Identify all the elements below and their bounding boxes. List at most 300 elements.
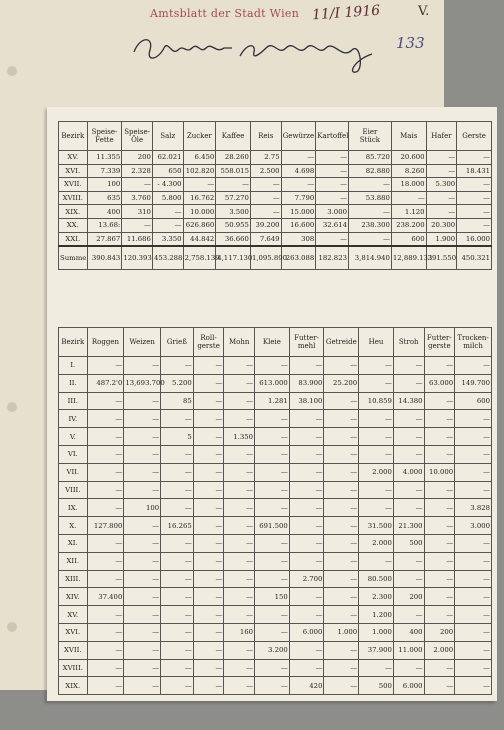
- table-cell: 27.867: [87, 232, 122, 246]
- table-cell: —: [348, 205, 391, 219]
- table-cell: 238.200: [391, 218, 426, 232]
- table-cell: —: [324, 641, 359, 659]
- table-cell: —: [393, 445, 424, 463]
- table-cell: —: [324, 534, 359, 552]
- table-cell: —: [348, 178, 391, 192]
- table-row: [59, 151, 492, 165]
- table-cell: —: [255, 463, 290, 481]
- table-cell: —: [289, 445, 324, 463]
- table-cell: —: [224, 534, 255, 552]
- table-cell: 11.000: [393, 641, 424, 659]
- table-cell: —: [193, 588, 224, 606]
- table-cell: 31.500: [359, 517, 394, 535]
- table-cell: —: [193, 357, 224, 375]
- table-cell: —: [393, 410, 424, 428]
- table-cell: —: [250, 205, 281, 219]
- table-cell: —: [224, 481, 255, 499]
- table-cell: —: [193, 517, 224, 535]
- table-cell: —: [426, 191, 457, 205]
- sum-cell: 263.088: [281, 246, 316, 270]
- sum-cell: 453.288: [152, 246, 183, 270]
- table-cell: —: [87, 499, 124, 517]
- table-cell: —: [281, 178, 316, 192]
- table-cell: —: [255, 445, 290, 463]
- table-cell: —: [255, 428, 290, 446]
- table-cell: 11.686: [122, 232, 153, 246]
- district-label: III.: [59, 392, 88, 410]
- table-cell: 83.900: [289, 374, 324, 392]
- sum-cell: 120.393: [122, 246, 153, 270]
- table-row: [59, 205, 492, 219]
- table-cell: 310: [122, 205, 153, 219]
- table-cell: —: [424, 410, 455, 428]
- table-cell: —: [424, 445, 455, 463]
- table-header-row: [59, 122, 492, 151]
- table-cell: —: [124, 410, 161, 428]
- table-row: [59, 659, 492, 677]
- table-cell: 57.270: [216, 191, 251, 205]
- table-row: [59, 374, 492, 392]
- district-label: XV.: [59, 151, 88, 165]
- table-cell: —: [224, 552, 255, 570]
- table-row: [59, 588, 492, 606]
- table-cell: —: [393, 357, 424, 375]
- table-cell: 102.820: [183, 164, 216, 178]
- table-header-row: [59, 328, 492, 357]
- table-cell: —: [455, 357, 492, 375]
- table-cell: —: [424, 534, 455, 552]
- table-cell: 558.015: [216, 164, 251, 178]
- column-header: Eier Stück: [348, 122, 391, 151]
- table-cell: 5.200: [161, 374, 194, 392]
- district-label: XVII.: [59, 641, 88, 659]
- table-cell: —: [424, 606, 455, 624]
- table-cell: —: [193, 463, 224, 481]
- table-cell: 10.859: [359, 392, 394, 410]
- district-label: XX.: [59, 218, 88, 232]
- table-cell: —: [316, 232, 349, 246]
- column-header: Gerste: [457, 122, 492, 151]
- table-cell: —: [455, 445, 492, 463]
- table-cell: —: [424, 517, 455, 535]
- table-row: [59, 218, 492, 232]
- table-cell: —: [255, 410, 290, 428]
- table-cell: —: [455, 552, 492, 570]
- district-label: XXI.: [59, 232, 88, 246]
- table-cell: —: [324, 428, 359, 446]
- table-cell: 1.200: [359, 606, 394, 624]
- table-cell: —: [87, 641, 124, 659]
- table-cell: —: [193, 392, 224, 410]
- corner-mark: V.: [418, 4, 430, 19]
- table-cell: —: [457, 191, 492, 205]
- district-label: XVIII.: [59, 191, 88, 205]
- table-cell: 400: [87, 205, 122, 219]
- column-header: Reis: [250, 122, 281, 151]
- table-cell: —: [426, 151, 457, 165]
- table-cell: —: [393, 428, 424, 446]
- table-cell: —: [87, 570, 124, 588]
- table-cell: —: [455, 534, 492, 552]
- table-cell: 487.2'0: [87, 374, 124, 392]
- table-cell: —: [124, 517, 161, 535]
- table-cell: 1.000: [359, 623, 394, 641]
- table-cell: 32.614: [316, 218, 349, 232]
- table-cell: —: [193, 499, 224, 517]
- table-cell: —: [455, 570, 492, 588]
- table-cell: 36.660: [216, 232, 251, 246]
- table-cell: —: [424, 428, 455, 446]
- table-cell: —: [424, 392, 455, 410]
- table-cell: 4.698: [281, 164, 316, 178]
- table-cell: 150: [255, 588, 290, 606]
- table-cell: —: [161, 623, 194, 641]
- sum-cell: 390.843: [87, 246, 122, 270]
- table-cell: —: [255, 606, 290, 624]
- district-label: V.: [59, 428, 88, 446]
- table-cell: —: [324, 677, 359, 695]
- table-cell: 200: [122, 151, 153, 165]
- table-cell: —: [455, 641, 492, 659]
- table-cell: —: [161, 570, 194, 588]
- table-cell: —: [193, 534, 224, 552]
- table-cell: —: [224, 641, 255, 659]
- table-cell: 650: [152, 164, 183, 178]
- table-cell: —: [124, 445, 161, 463]
- table-row: [59, 606, 492, 624]
- table-cell: 7.790: [281, 191, 316, 205]
- table-cell: 16.600: [281, 218, 316, 232]
- table-cell: 3.000: [316, 205, 349, 219]
- table-goods-by-district: [58, 121, 492, 270]
- table-cell: 635: [87, 191, 122, 205]
- table-cell: —: [161, 588, 194, 606]
- table-cell: —: [424, 570, 455, 588]
- table-cell: —: [224, 677, 255, 695]
- table-cell: —: [124, 623, 161, 641]
- table-cell: —: [393, 659, 424, 677]
- table-cell: 3.000: [455, 517, 492, 535]
- stamp-date: 11/I 1916: [311, 2, 381, 24]
- table-cell: 28.260: [216, 151, 251, 165]
- table-cell: 6.000: [289, 623, 324, 641]
- table-cell: —: [224, 499, 255, 517]
- table-row: [59, 428, 492, 446]
- table-cell: 100: [87, 178, 122, 192]
- table-cell: —: [122, 178, 153, 192]
- table-cell: —: [193, 445, 224, 463]
- table-cell: —: [324, 552, 359, 570]
- table-cell: 82.880: [348, 164, 391, 178]
- table-row: [59, 570, 492, 588]
- table-cell: 1.900: [426, 232, 457, 246]
- table-cell: 691.500: [255, 517, 290, 535]
- table-cell: —: [455, 588, 492, 606]
- table-cell: —: [224, 410, 255, 428]
- table-cell: —: [289, 534, 324, 552]
- table-cell: 2.000: [359, 463, 394, 481]
- table-cell: —: [455, 463, 492, 481]
- sum-label: Summe: [59, 246, 88, 270]
- table-cell: —: [124, 552, 161, 570]
- table-cell: —: [193, 428, 224, 446]
- table-cell: —: [455, 606, 492, 624]
- column-header: Kleie: [255, 328, 290, 357]
- sum-cell: 12,889.133: [391, 246, 426, 270]
- table-cell: 20.600: [391, 151, 426, 165]
- column-header: Grieß: [161, 328, 194, 357]
- table-cell: 14.380: [393, 392, 424, 410]
- table-cell: —: [289, 481, 324, 499]
- table-cell: —: [87, 481, 124, 499]
- punch-hole: [7, 402, 17, 412]
- table-cell: —: [324, 392, 359, 410]
- table-cell: 3.760: [122, 191, 153, 205]
- handwritten-signature: [128, 26, 388, 76]
- table-cell: —: [424, 677, 455, 695]
- district-label: XVI.: [59, 164, 88, 178]
- table-cell: —: [455, 410, 492, 428]
- table-cell: —: [324, 445, 359, 463]
- table-cell: —: [455, 659, 492, 677]
- table-cell: 3.500: [216, 205, 251, 219]
- table-cell: —: [224, 606, 255, 624]
- table-cell: 2.300: [359, 588, 394, 606]
- district-label: XIX.: [59, 677, 88, 695]
- table-cell: —: [224, 588, 255, 606]
- table-cell: 5.800: [152, 191, 183, 205]
- sum-cell: 182.823: [316, 246, 349, 270]
- table-cell: —: [393, 481, 424, 499]
- table-cell: —: [183, 178, 216, 192]
- table-cell: 2.000: [424, 641, 455, 659]
- table-cell: —: [289, 606, 324, 624]
- table-cell: 4.000: [393, 463, 424, 481]
- table-cell: —: [324, 659, 359, 677]
- column-header: Heu: [359, 328, 394, 357]
- table-cell: —: [193, 552, 224, 570]
- table-cell: —: [124, 357, 161, 375]
- column-header: Stroh: [393, 328, 424, 357]
- table-cell: —: [289, 552, 324, 570]
- table-row: [59, 392, 492, 410]
- table-cell: —: [424, 499, 455, 517]
- table-cell: —: [250, 178, 281, 192]
- table-row: [59, 552, 492, 570]
- table-cell: —: [124, 606, 161, 624]
- table-cell: —: [289, 588, 324, 606]
- table-cell: 400: [393, 623, 424, 641]
- table-cell: —: [161, 481, 194, 499]
- table-cell: 80.500: [359, 570, 394, 588]
- table-cell: —: [255, 677, 290, 695]
- table-cell: —: [224, 392, 255, 410]
- table-cell: —: [87, 677, 124, 695]
- table-cell: —: [87, 428, 124, 446]
- table-cell: 6.000: [393, 677, 424, 695]
- table-cell: —: [424, 481, 455, 499]
- table-cell: —: [281, 151, 316, 165]
- table-row: [59, 677, 492, 695]
- column-header: Bezirk: [59, 328, 88, 357]
- table-cell: 5: [161, 428, 194, 446]
- table-cell: —: [359, 481, 394, 499]
- column-header: Bezirk: [59, 122, 88, 151]
- column-header: Speise- Öle: [122, 122, 153, 151]
- district-label: X.: [59, 517, 88, 535]
- table-cell: —: [393, 606, 424, 624]
- table-cell: - 4.300: [152, 178, 183, 192]
- table-cell: —: [124, 641, 161, 659]
- table-cell: 50.955: [216, 218, 251, 232]
- table-cell: 308: [281, 232, 316, 246]
- table-row: [59, 232, 492, 246]
- district-label: VIII.: [59, 481, 88, 499]
- table-cell: —: [324, 606, 359, 624]
- district-label: I.: [59, 357, 88, 375]
- table-cell: —: [161, 463, 194, 481]
- district-label: XVI.: [59, 623, 88, 641]
- table-cell: 2.75: [250, 151, 281, 165]
- table-cell: —: [87, 552, 124, 570]
- table-cell: 2.328: [122, 164, 153, 178]
- table-cell: —: [316, 164, 349, 178]
- table-cell: —: [359, 374, 394, 392]
- table-cell: —: [359, 410, 394, 428]
- column-header: Hafer: [426, 122, 457, 151]
- table-cell: —: [250, 191, 281, 205]
- table-cell: —: [193, 641, 224, 659]
- column-header: Trocken- milch: [455, 328, 492, 357]
- table-cell: —: [324, 357, 359, 375]
- column-header: Salz: [152, 122, 183, 151]
- table-cell: 1.350: [224, 428, 255, 446]
- table-cell: —: [324, 588, 359, 606]
- table-cell: 613.000: [255, 374, 290, 392]
- table-cell: —: [87, 392, 124, 410]
- sum-cell: 4,117.130: [216, 246, 251, 270]
- table-row: [59, 499, 492, 517]
- table-cell: —: [124, 659, 161, 677]
- sum-cell: 1,095.890: [250, 246, 281, 270]
- table-cell: —: [455, 677, 492, 695]
- table-cell: 39.200: [250, 218, 281, 232]
- table-cell: —: [161, 445, 194, 463]
- column-header: Kaffee: [216, 122, 251, 151]
- table-cell: 18.431: [457, 164, 492, 178]
- table-cell: —: [152, 205, 183, 219]
- table-cell: —: [359, 445, 394, 463]
- table-cell: —: [289, 463, 324, 481]
- table-cell: 500: [359, 677, 394, 695]
- table-cell: 6.450: [183, 151, 216, 165]
- punch-hole: [7, 66, 17, 76]
- table-cell: 85: [161, 392, 194, 410]
- district-label: XIV.: [59, 588, 88, 606]
- table-cell: —: [324, 481, 359, 499]
- table-cell: —: [255, 659, 290, 677]
- column-header: Weizen: [124, 328, 161, 357]
- table-cell: —: [124, 428, 161, 446]
- table-cell: —: [289, 659, 324, 677]
- table-cell: 21.300: [393, 517, 424, 535]
- table-cell: —: [324, 463, 359, 481]
- column-header: Zucker: [183, 122, 216, 151]
- table-cell: —: [224, 357, 255, 375]
- table-cell: —: [289, 357, 324, 375]
- table-cell: —: [255, 481, 290, 499]
- table-cell: —: [289, 641, 324, 659]
- district-label: IX.: [59, 499, 88, 517]
- table-cell: —: [161, 552, 194, 570]
- table-cell: —: [152, 218, 183, 232]
- table-cell: —: [87, 606, 124, 624]
- table-cell: —: [124, 463, 161, 481]
- table-cell: —: [455, 428, 492, 446]
- table-cell: 44.842: [183, 232, 216, 246]
- table-cell: 3.350: [152, 232, 183, 246]
- table-row: [59, 534, 492, 552]
- table-cell: 5.300: [426, 178, 457, 192]
- table-cell: —: [255, 499, 290, 517]
- table-cell: 500: [393, 534, 424, 552]
- table-cell: —: [224, 570, 255, 588]
- table-cell: 10.000: [183, 205, 216, 219]
- folio-number: 133: [396, 34, 425, 52]
- table-cell: —: [255, 552, 290, 570]
- district-label: XIII.: [59, 570, 88, 588]
- table-cell: —: [87, 357, 124, 375]
- table-cell: —: [391, 191, 426, 205]
- table-cell: —: [359, 659, 394, 677]
- table-row: [59, 357, 492, 375]
- table-cell: —: [193, 677, 224, 695]
- column-header: Futter- gerste: [424, 328, 455, 357]
- table-cell: 420: [289, 677, 324, 695]
- table-cell: 3.828: [455, 499, 492, 517]
- table-cell: 1.281: [255, 392, 290, 410]
- table-cell: —: [124, 677, 161, 695]
- table-cell: 18.000: [391, 178, 426, 192]
- table-cell: 127.800: [87, 517, 124, 535]
- table-cell: 238.300: [348, 218, 391, 232]
- table-cell: —: [457, 218, 492, 232]
- table-cell: 7.649: [250, 232, 281, 246]
- table-cell: —: [124, 570, 161, 588]
- table-cell: —: [224, 517, 255, 535]
- table-cell: —: [193, 410, 224, 428]
- column-header: Kartoffel: [316, 122, 349, 151]
- table-cell: —: [289, 428, 324, 446]
- punch-hole: [7, 622, 17, 632]
- table-cell: —: [316, 178, 349, 192]
- table-cell: 16.762: [183, 191, 216, 205]
- table-cell: 15.000: [281, 205, 316, 219]
- district-label: XII.: [59, 552, 88, 570]
- table-cell: —: [455, 481, 492, 499]
- table-cell: —: [455, 623, 492, 641]
- table-cell: —: [87, 623, 124, 641]
- table-cell: —: [289, 410, 324, 428]
- table-cell: —: [216, 178, 251, 192]
- table-cell: —: [161, 606, 194, 624]
- table-cell: 100: [124, 499, 161, 517]
- district-label: XIX.: [59, 205, 88, 219]
- table-row: [59, 641, 492, 659]
- table-cell: —: [316, 151, 349, 165]
- table-cell: —: [393, 499, 424, 517]
- table-cell: —: [457, 178, 492, 192]
